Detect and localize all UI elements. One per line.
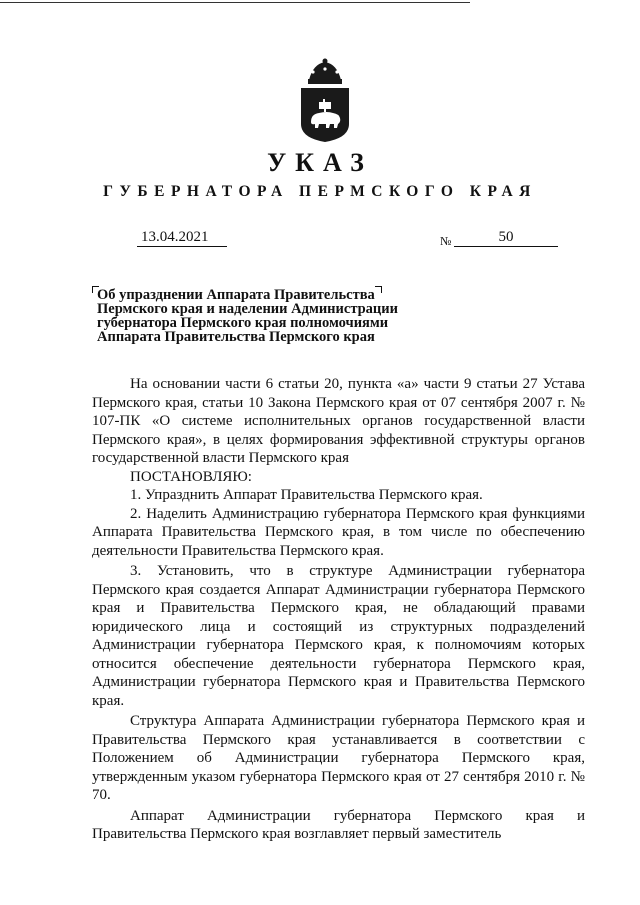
paragraph-structure: Структура Аппарата Администрации губернатора Пермского края и Правительства Пермского края устанавливается в соответствии с Положением об Администрации губернатора Пермского края, утвержденным указом губернатора Пермского края от 27 сентября 2010 г. № 70. — [92, 713, 585, 803]
paragraph-decree: ПОСТАНОВЛЯЮ: — [130, 468, 252, 485]
heading-corner-mark — [92, 286, 99, 293]
top-rule — [0, 2, 470, 3]
heading-line: Пермского края и наделении Администрации — [97, 301, 398, 317]
document-body — [92, 375, 585, 844]
heading-line: Аппарата Правительства Пермского края — [97, 329, 375, 345]
heading-line: губернатора Пермского края полномочиями — [97, 315, 389, 331]
paragraph-item-3: 3. Установить, что в структуре Администрации губернатора Пермского края создается Аппарат Администрации губернатора Пермского края и Правительства Пермского края, не обладающий правами юридического лица и состоящий из структурных подразделений Администрации губернатора Пермского края, к полномочиям которых относится обеспечение деятельности губернатора Пермского края, Администрации губернатора Пермского края и Правительства Пермского края. — [92, 563, 585, 709]
document-heading — [97, 288, 398, 344]
document-date: 13.04.2021 — [137, 229, 227, 247]
heading-corner-mark — [375, 286, 382, 293]
document-number: 50 — [454, 229, 558, 247]
paragraph-item-2: 2. Наделить Администрацию губернатора Пермского края функциями Аппарата Правительства Пермского края, в том числе по обеспечению деятельности Правительства Пермского края. — [92, 505, 585, 559]
document-title: УКАЗ — [267, 148, 373, 177]
paragraph-preamble: На основании части 6 статьи 20, пункта «а» части 9 статьи 27 Устава Пермского края, статьи 10 Закона Пермского края от 07 сентября 2007 г. № 107-ПК «О системе исполнительных органов государственной власти Пермского края», в целях формирования эффективной структуры органов государственной власти Пермского края — [92, 376, 585, 466]
heading-line: Об упразднении Аппарата Правительства — [97, 287, 375, 303]
perm-krai-coat-of-arms-icon — [299, 58, 351, 142]
paragraph-item-1: 1. Упразднить Аппарат Правительства Пермского края. — [130, 487, 483, 503]
document-subtitle: ГУБЕРНАТОРА ПЕРМСКОГО КРАЯ — [103, 183, 537, 200]
number-label: № — [440, 234, 452, 248]
paragraph-head: Аппарат Администрации губернатора Пермского края и Правительства Пермского края возглавляет первый заместитель — [92, 807, 585, 842]
